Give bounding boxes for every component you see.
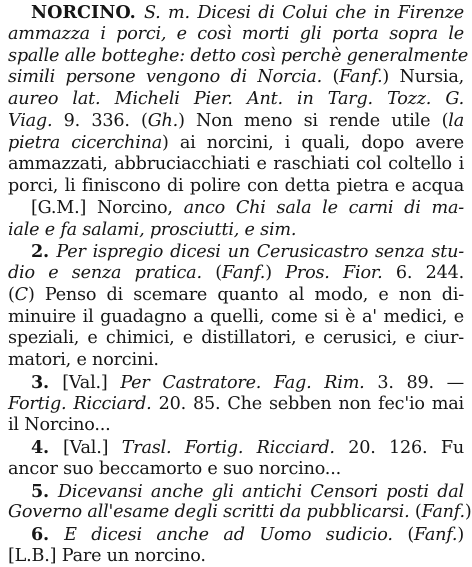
text-segment: ) Nursia, <box>382 67 465 88</box>
text-segment: ) <box>457 525 464 545</box>
text-segment: E dicesi anche ad Uomo sudicio. <box>64 525 408 545</box>
text-segment: dio e senza pratica. <box>8 263 216 283</box>
text-segment: 4. <box>31 437 63 458</box>
text-segment: Trasl. Fortig. Ricciard. <box>121 438 349 458</box>
entry-line <box>8 24 464 46</box>
text-segment: ammazzati, abbruciacchiati e raschiati col coltello i <box>8 154 464 175</box>
text-segment: ) <box>265 263 286 283</box>
entry-line <box>31 198 464 220</box>
text-segment: Viag. <box>8 110 64 131</box>
entry-line <box>8 394 464 416</box>
text-segment: ( <box>215 263 222 283</box>
text-segment: ancor suo beccamorto e suo norcino... <box>8 458 341 479</box>
text-segment: 9. 336. ( <box>63 110 148 131</box>
text-segment: Pros. Fior. <box>285 263 396 283</box>
text-segment: ( <box>407 525 415 545</box>
text-segment: [Val.] <box>62 372 121 393</box>
text-segment: 20. 85. Che sebben non fec'io mai <box>158 393 464 414</box>
text-segment: ( <box>8 284 15 305</box>
entry-line <box>31 372 464 395</box>
text-segment: Governo all'esame degli scritti da pubblicarsi. <box>8 502 415 523</box>
text-segment: Fanf. <box>421 502 465 523</box>
text-segment: S. m. Dicesi di Colui che in Firenze <box>143 3 464 23</box>
text-segment: [G.M.] Norcino, <box>31 197 184 218</box>
entry-line <box>8 350 464 372</box>
entry-line <box>8 67 464 89</box>
text-segment: Gh. <box>147 110 179 131</box>
text-segment: 2. <box>31 241 57 263</box>
text-segment: ( <box>332 67 340 88</box>
text-segment: Fortig. Ricciard. <box>8 393 159 414</box>
entry-line <box>31 2 464 25</box>
entry-line <box>8 328 464 350</box>
text-segment: Per ispregio dicesi un Cerusicastro senza stu- <box>56 242 464 263</box>
text-segment: ) ai norcini, i quali, dopo avere <box>162 132 464 153</box>
text-segment: aureo lat. Micheli Pier. Ant. in Targ. Tozz. G. <box>8 89 464 109</box>
text-segment: Per Castratore. Fag. Rim. <box>120 372 378 393</box>
entry-line <box>8 133 464 155</box>
text-segment: ) Non meno si rende utile ( <box>178 110 449 131</box>
text-segment: NORCINO. <box>31 2 144 23</box>
text-segment: ) <box>464 502 472 523</box>
entry-line <box>8 154 464 176</box>
text-segment: Fanf. <box>414 525 458 545</box>
entry-line <box>8 176 464 198</box>
entry-line <box>8 111 464 133</box>
text-segment: 6. <box>31 524 65 545</box>
text-segment: [Val.] <box>62 438 122 458</box>
text-segment: 3. <box>31 371 63 393</box>
text-segment: Fanf. <box>221 263 266 283</box>
text-segment: 5. <box>31 480 58 502</box>
text-segment: anco Chi sala le carni di ma- <box>183 197 464 218</box>
text-segment: ) Penso di scemare quanto al modo, e non di- <box>27 284 464 305</box>
text-segment: [L.B.] Pare un norcino. <box>8 545 206 566</box>
text-segment: C <box>14 284 28 305</box>
text-segment: Fanf. <box>339 67 383 88</box>
text-segment: minuire il guadagno a quelli, come si è a' medici, e <box>8 306 464 327</box>
text-segment: ( <box>414 502 422 523</box>
text-segment: spalle alle botteghe: detto così perchè generalmente <box>8 45 469 66</box>
text-segment: ammazza i porci, e così morti gli porta sopra le <box>8 23 464 44</box>
text-segment: 20. 126. Fu <box>348 438 464 458</box>
entry-line <box>8 89 464 111</box>
text-segment: iale e fa salami, prosciutti, e sim. <box>8 219 297 240</box>
text-segment: il Norcino... <box>8 415 111 436</box>
text-segment: 6. 244. <box>395 263 465 283</box>
entry-line <box>31 437 464 460</box>
entry-line <box>31 241 464 264</box>
entry-line <box>31 481 464 504</box>
entry-line <box>8 459 464 481</box>
entry-line <box>8 502 472 524</box>
text-segment: porci, li finiscono di polire con detta pietra e acqua <box>8 176 464 196</box>
text-segment: pietra cicerchina <box>8 132 163 153</box>
entry-line <box>8 415 464 437</box>
text-segment: la <box>448 110 464 131</box>
text-segment: speziali, e chimici, e distillatori, e cerusici, e ciur- <box>8 328 464 349</box>
entry-line <box>31 524 464 547</box>
text-segment: 3. 89. — <box>377 372 464 393</box>
text-segment: matori, e norcini. <box>8 350 159 370</box>
text-segment: simili persone vengono di Norcia. <box>8 67 333 88</box>
text-segment: Dicevansi anche gli antichi Censori posti dal <box>57 481 464 502</box>
entry-line <box>8 546 464 567</box>
entry-line <box>8 220 464 242</box>
entry-line <box>8 263 464 285</box>
entry-line <box>8 307 464 329</box>
entry-line <box>8 45 469 68</box>
entry-line <box>8 285 464 307</box>
